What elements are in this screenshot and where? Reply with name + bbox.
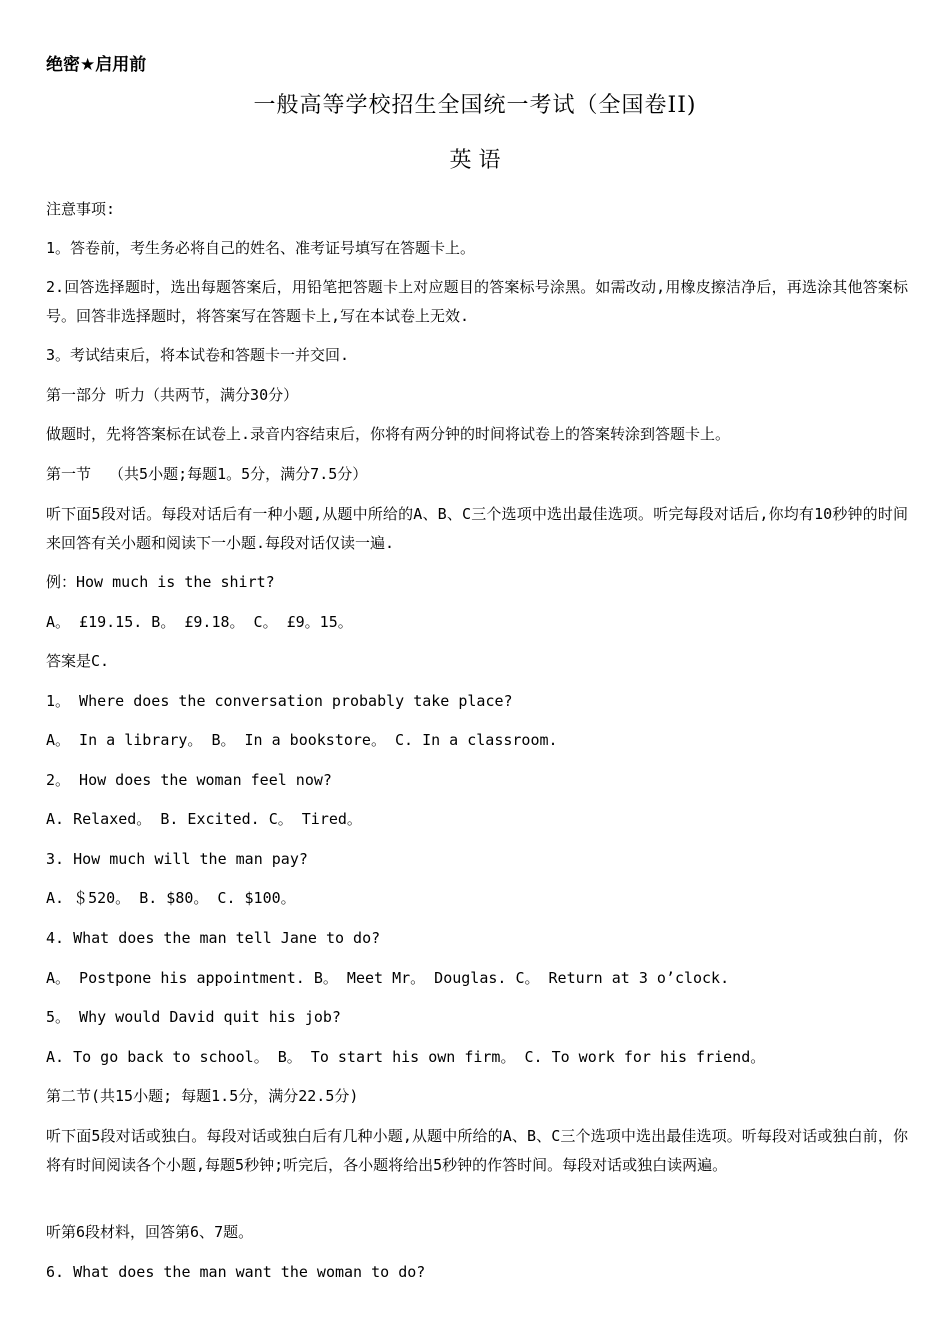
material-6-heading: 听第6段材料，回答第6、7题。 (46, 1223, 254, 1241)
question-2-options: A. Relaxed。 B. Excited. C。 Tired。 (46, 810, 362, 828)
part1-heading: 第一部分 听力（共两节，满分30分） (46, 386, 299, 404)
question-5-options: A. To go back to school。 B。 To start his own firm。 C. To work for his friend。 (46, 1048, 766, 1066)
question-6: 6. What does the man want the woman to do? (46, 1263, 426, 1281)
section1-heading: 第一节 （共5小题;每题1。5分，满分7.5分） (46, 465, 368, 483)
question-5: 5。 Why would David quit his job? (46, 1008, 341, 1026)
exam-title: 一般高等学校招生全国统一考试（全国卷II) (253, 93, 697, 118)
section2-heading: 第二节(共15小题; 每题1.5分，满分22.5分) (46, 1087, 359, 1105)
example-question: 例：How much is the shirt? (46, 573, 275, 591)
question-1-options: A。 In a library。 B。 In a bookstore。 C. In a classroom. (46, 731, 558, 749)
question-1: 1。 Where does the conversation probably take place? (46, 692, 513, 710)
section1-instruction: 听下面5段对话。每段对话后有一种小题,从题中所给的A、B、C三个选项中选出最佳选项。听完每段对话后,你均有10秒钟的时间来回答有关小题和阅读下一小题.每段对话仅读一遍. (46, 505, 908, 552)
section2-instruction: 听下面5段对话或独白。每段对话或独白后有几种小题,从题中所给的A、B、C三个选项中选出最佳选项。听每段对话或独白前，你将有时间阅读各个小题,每题5秒钟;听完后，各小题将给出5秒钟的作答时间。每段对话或独白读两遍。 (46, 1127, 908, 1174)
question-3-options: A. ＄520。 B. $80。 C. $100。 (46, 889, 296, 907)
part1-instruction: 做题时，先将答案标在试卷上.录音内容结束后，你将有两分钟的时间将试卷上的答案转涂到答题卡上。 (46, 425, 731, 443)
example-options: A。 £19.15. B。 £9.18。 C。 £9。15。 (46, 613, 353, 631)
question-2: 2。 How does the woman feel now? (46, 771, 332, 789)
question-4-options: A。 Postpone his appointment. B。 Meet Mr。 Douglas. C。 Return at 3 o’clock. (46, 969, 730, 987)
notice-item-2: 2.回答选择题时，选出每题答案后，用铅笔把答题卡上对应题目的答案标号涂黑。如需改动,用橡皮擦洁净后，再选涂其他答案标号。回答非选择题时，将答案写在答题卡上,写在本试卷上无效. (46, 278, 908, 325)
subject-title: 英 语 (449, 148, 501, 173)
question-4: 4. What does the man tell Jane to do? (46, 929, 381, 947)
notice-item-3: 3。考试结束后，将本试卷和答题卡一并交回. (46, 346, 350, 364)
question-3: 3. How much will the man pay? (46, 850, 308, 868)
example-answer: 答案是C. (46, 652, 110, 670)
notice-heading: 注意事项: (46, 200, 116, 218)
confidential-badge: 绝密★启用前 (46, 55, 147, 75)
notice-item-1: 1。答卷前，考生务必将自己的姓名、准考证号填写在答题卡上。 (46, 239, 476, 257)
